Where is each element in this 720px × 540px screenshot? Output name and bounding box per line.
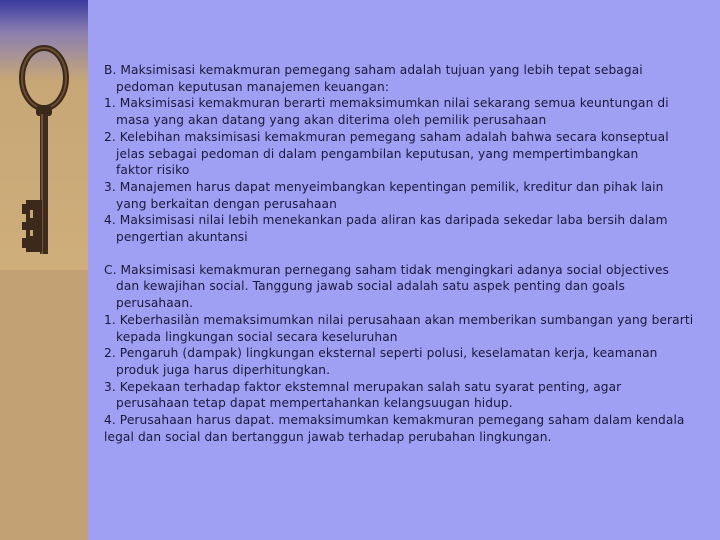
text-line: kepada lingkungan social secara keseluruhan	[116, 329, 398, 344]
text-line: yang berkaitan dengan perusahaan	[116, 196, 337, 211]
text-line: produk juga harus diperhitungkan.	[116, 362, 331, 377]
text-line: jelas sebagai pedoman di dalam pengambilan keputusan, yang mempertimbangkan	[116, 146, 639, 161]
text-line: 1. Keberhasilàn memaksimumkan nilai perusahaan akan memberikan sumbangan yang berarti	[104, 312, 694, 327]
text-line: B. Maksimisasi kemakmuran pemegang saham adalah tujuan yang lebih tepat sebagai	[104, 63, 643, 77]
text-line: pedoman keputusan manajemen keuangan:	[116, 79, 390, 94]
section-c	[104, 262, 704, 446]
section-b	[104, 62, 704, 246]
text-line: pengertian akuntansi	[116, 230, 248, 245]
decorative-sidebar	[0, 0, 88, 540]
text-line: 1. Maksimisasi kemakmuran berarti memaksimumkan nilai sekarang semua keuntungan di	[104, 96, 669, 111]
text-line: 4. Perusahaan harus dapat. memaksimumkan kemakmuran pemegang saham dalam kendala	[104, 413, 685, 428]
text-line: perusahaan tetap dapat mempertahankan kelangsuugan hidup.	[116, 396, 513, 411]
slide-text-body	[104, 62, 704, 445]
text-line: 2. Kelebihan maksimisasi kemakmuran pemegang saham adalah bahwa secara konseptual	[104, 129, 669, 144]
text-line: 2. Pengaruh (dampak) lingkungan eksternal seperti polusi, keselamatan kerja, keamanan	[104, 346, 658, 361]
section-gap	[104, 246, 704, 262]
text-line: dan kewajihan social. Tanggung jawab social adalah satu aspek penting dan goals	[116, 279, 625, 294]
text-line: 3. Manajemen harus dapat menyeimbangkan kepentingan pemilik, kreditur dan pihak lain	[104, 179, 664, 194]
sidebar-bottom-panel	[0, 270, 88, 540]
text-line: C. Maksimisasi kemakmuran pernegang saham tidak mengingkari adanya social objectives	[104, 262, 670, 277]
text-line: 4. Maksimisasi nilai lebih menekankan pada aliran kas daripada sekedar laba bersih dalam	[104, 213, 668, 228]
antique-key-icon	[0, 40, 88, 270]
text-line: legal dan social dan bertanggun jawab terhadap perubahan lingkungan.	[104, 429, 552, 444]
text-line: perusahaan.	[116, 296, 194, 311]
text-line: faktor risiko	[116, 163, 190, 178]
text-line: 3. Kepekaan terhadap faktor ekstemnal merupakan salah satu syarat penting, agar	[104, 379, 622, 394]
text-line: masa yang akan datang yang akan diterima oleh pemilik perusahaan	[116, 113, 547, 128]
